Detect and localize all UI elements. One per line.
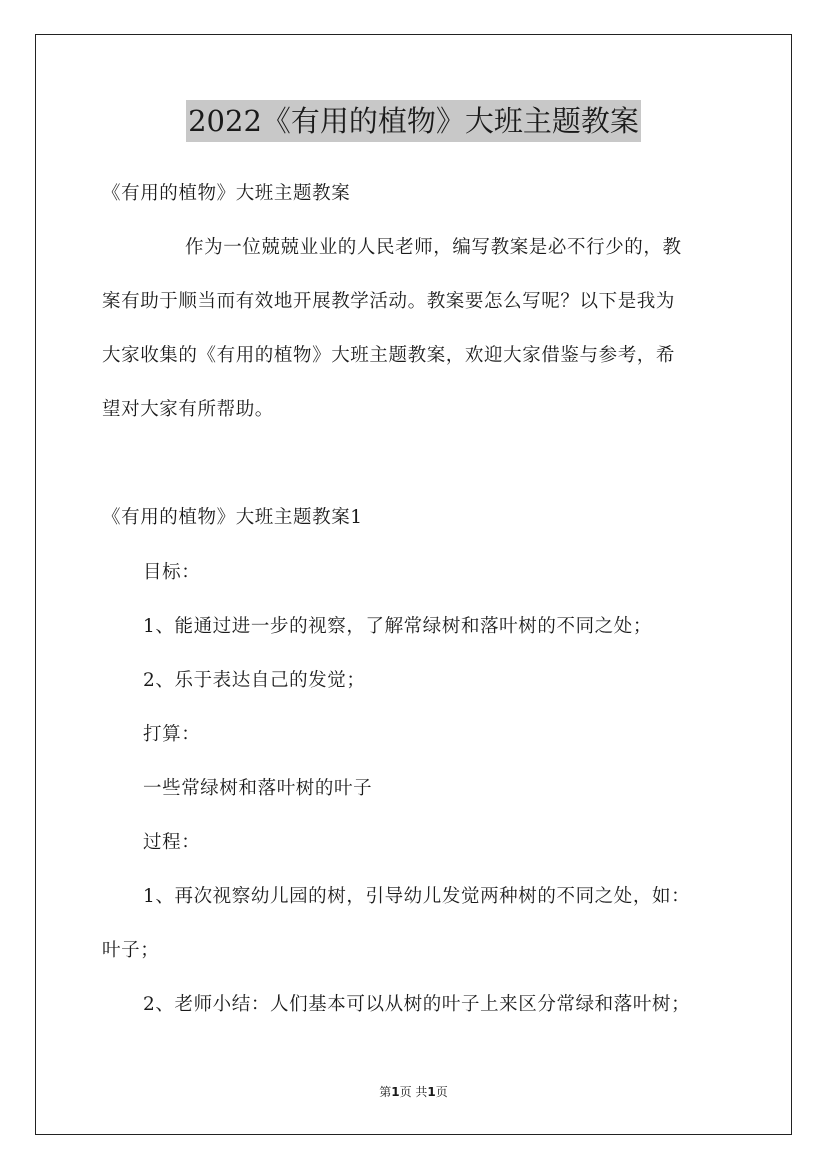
page-footer bbox=[0, 1083, 827, 1100]
body-line-process-2: 2、老师小结：人们基本可以从树的叶子上来区分常绿和落叶树； bbox=[143, 994, 691, 1015]
body-line-goal-1: 1、能通过进一步的视察，了解常绿树和落叶树的不同之处； bbox=[143, 616, 652, 637]
footer-total-pages: 1 bbox=[427, 1085, 436, 1099]
body-line-process-1-cont: 叶子； bbox=[102, 940, 160, 961]
section-title: 《有用的植物》大班主题教案1 bbox=[102, 507, 363, 528]
footer-mid: 页 共 bbox=[399, 1085, 428, 1099]
title-container bbox=[0, 100, 827, 142]
body-line-goal-2: 2、乐于表达自己的发觉； bbox=[143, 670, 366, 691]
intro-line-3: 大家收集的《有用的植物》大班主题教案，欢迎大家借鉴与参考，希 bbox=[102, 345, 676, 366]
body-line-process-heading: 过程： bbox=[143, 832, 201, 853]
intro-line-2: 案有助于顺当而有效地开展教学活动。教案要怎么写呢？以下是我为 bbox=[102, 291, 676, 312]
footer-page-number: 1 bbox=[391, 1085, 400, 1099]
body-line-process-1: 1、再次视察幼儿园的树，引导幼儿发觉两种树的不同之处，如： bbox=[143, 886, 691, 907]
footer-prefix: 第 bbox=[379, 1085, 392, 1099]
document-title: 2022《有用的植物》大班主题教案 bbox=[186, 100, 641, 142]
intro-line-4: 望对大家有所帮助。 bbox=[102, 399, 274, 420]
body-line-goal-heading: 目标： bbox=[143, 562, 201, 583]
intro-line-1: 作为一位兢兢业业的人民老师，编写教案是必不行少的，教 bbox=[185, 237, 682, 258]
body-line-prep-items: 一些常绿树和落叶树的叶子 bbox=[143, 778, 373, 799]
document-subtitle: 《有用的植物》大班主题教案 bbox=[102, 183, 351, 204]
footer-suffix: 页 bbox=[435, 1085, 448, 1099]
body-line-prep-heading: 打算： bbox=[143, 724, 201, 745]
